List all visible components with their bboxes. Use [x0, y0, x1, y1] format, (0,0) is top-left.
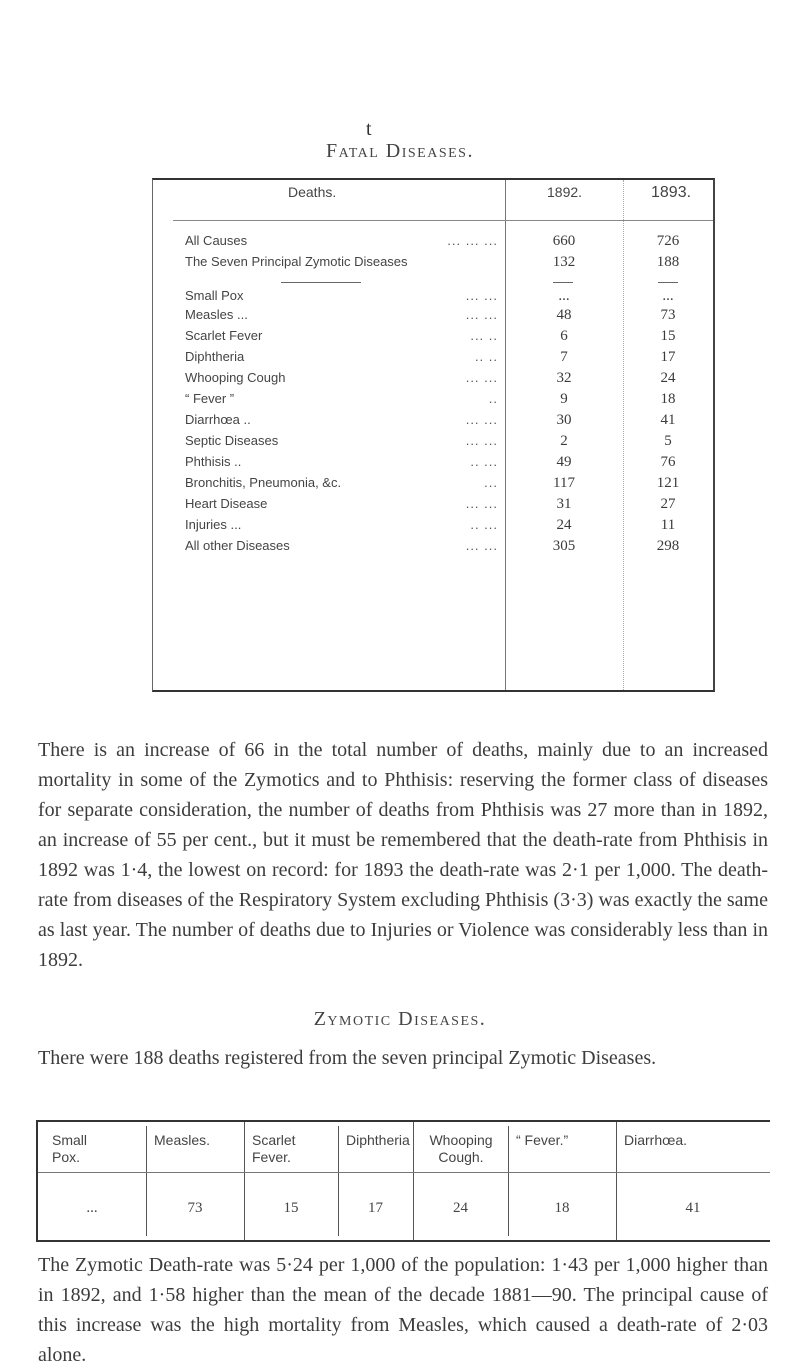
header-rule	[38, 1172, 146, 1173]
value-1893: 27	[660, 496, 676, 512]
row-label: Scarlet Fever	[185, 328, 263, 343]
row-label: All Causes	[185, 233, 248, 248]
table-row	[153, 307, 713, 328]
value-1892: 48	[556, 307, 572, 323]
value-1892: 305	[552, 538, 576, 554]
row-label: Diphtheria	[185, 349, 245, 364]
subtotal-rule	[553, 282, 573, 283]
value-1892: 32	[556, 370, 572, 386]
row-label: Small Pox	[185, 288, 244, 303]
leader-dots: .. ..	[474, 349, 498, 364]
zymotic-column-header: “ Fever.”	[516, 1132, 569, 1148]
row-label: Phthisis ..	[185, 454, 242, 469]
value-1893: 18	[660, 391, 676, 407]
zymotic-column-value: 15	[283, 1200, 299, 1216]
leader-dots: ... ...	[465, 370, 498, 385]
section-title-fatal-diseases: Fatal Diseases.	[326, 140, 474, 162]
fatal-diseases-table	[152, 178, 715, 692]
value-1892: 31	[556, 496, 572, 512]
table-row	[153, 288, 713, 309]
paragraph-zymotic-intro: There were 188 deaths registered from the seven principal Zymotic Diseases.	[38, 1047, 657, 1069]
zymotic-column-header: Measles.	[154, 1132, 211, 1148]
leader-dots: ... ...	[465, 538, 498, 553]
leader-dots: ... ...	[465, 433, 498, 448]
column-divider	[616, 1122, 617, 1240]
leader-dots: ... ... ...	[447, 233, 498, 248]
leader-dots: ... ...	[465, 412, 498, 427]
header-1893: 1893.	[651, 184, 692, 201]
zymotic-column	[616, 1122, 770, 1240]
leader-dots: ..	[488, 391, 498, 406]
header-rule	[244, 1172, 338, 1173]
value-1893: 726	[656, 233, 680, 249]
leader-dots: .. ...	[470, 454, 498, 469]
table-row	[153, 475, 713, 496]
zymotic-column	[413, 1122, 508, 1240]
value-1893: 11	[660, 517, 676, 533]
value-1892: ...	[558, 288, 570, 304]
zymotic-column-header: Diarrhœa.	[624, 1132, 688, 1148]
row-label: Septic Diseases	[185, 433, 279, 448]
row-label: Whooping Cough	[185, 370, 286, 385]
value-1892: 6	[560, 328, 568, 344]
value-1892: 7	[560, 349, 568, 365]
row-label: Diarrhœa ..	[185, 412, 251, 427]
value-1892: 49	[556, 454, 572, 470]
row-label: All other Diseases	[185, 538, 290, 553]
zymotic-column	[338, 1122, 413, 1240]
header-rule	[338, 1172, 413, 1173]
table-row	[153, 412, 713, 433]
table-row	[153, 496, 713, 517]
subtotal-rule	[281, 282, 361, 283]
page-mark: t	[366, 118, 372, 140]
value-1892: 24	[556, 517, 572, 533]
zymotic-column	[508, 1122, 616, 1240]
table-row	[153, 349, 713, 370]
header-rule	[508, 1172, 616, 1173]
value-1892: 117	[553, 475, 575, 491]
subtotal-rule	[658, 282, 678, 283]
value-1893: ...	[662, 288, 674, 304]
zymotic-column-value: 17	[368, 1200, 383, 1216]
leader-dots: ... ...	[465, 496, 498, 511]
leader-dots: .. ...	[470, 517, 498, 532]
value-1892: 132	[552, 254, 576, 270]
value-1892: 660	[552, 233, 576, 249]
header-rule	[173, 220, 713, 221]
table-row	[153, 391, 713, 412]
zymotic-column-value: 41	[685, 1200, 701, 1216]
header-rule	[146, 1172, 244, 1173]
header-deaths: Deaths.	[288, 184, 337, 200]
zymotic-column-header: Scarlet Fever.	[252, 1132, 296, 1165]
row-label: The Seven Principal Zymotic Diseases	[185, 254, 408, 269]
zymotic-column	[244, 1122, 338, 1240]
value-1893: 298	[656, 538, 680, 554]
zymotic-column-value: 24	[453, 1200, 468, 1216]
table-row	[153, 370, 713, 391]
header-1892: 1892.	[547, 184, 583, 200]
column-divider	[146, 1126, 147, 1236]
zymotic-column-value: 73	[187, 1200, 203, 1216]
value-1892: 9	[560, 391, 568, 407]
row-label: Measles ...	[185, 307, 248, 322]
row-label: Heart Disease	[185, 496, 268, 511]
value-1893: 41	[660, 412, 676, 428]
zymotic-column-header: Whooping Cough.	[429, 1132, 493, 1165]
header-rule	[616, 1172, 770, 1173]
zymotic-column-value: ...	[86, 1200, 98, 1216]
value-1893: 5	[664, 433, 672, 449]
column-divider	[338, 1126, 339, 1236]
leader-dots: ... ...	[465, 307, 498, 322]
zymotic-column-value: 18	[554, 1200, 570, 1216]
table-row	[153, 233, 713, 254]
value-1893: 121	[656, 475, 680, 491]
table-row	[153, 454, 713, 475]
value-1893: 188	[656, 254, 680, 270]
paragraph-zymotic-death-rate: The Zymotic Death-rate was 5·24 per 1,000 of the population: 1·43 per 1,000 higher than in 1892, and 1·58 higher than the mean of the decade 1881—90. The principal cause of this increase was the high mortality from Measles, which caused a death-rate of 2·03 alone.	[38, 1254, 768, 1366]
column-divider	[508, 1126, 509, 1236]
value-1892: 30	[556, 412, 572, 428]
zymotic-column	[38, 1122, 146, 1240]
table-row	[153, 328, 713, 349]
row-label: “ Fever ”	[185, 391, 235, 406]
value-1893: 15	[660, 328, 676, 344]
leader-dots: ...	[484, 475, 498, 490]
value-1893: 17	[660, 349, 676, 365]
zymotic-column	[146, 1122, 244, 1240]
zymotic-diseases-table	[36, 1120, 770, 1242]
value-1893: 73	[660, 307, 676, 323]
section-title-zymotic-diseases: Zymotic Diseases.	[313, 1008, 487, 1030]
column-divider	[244, 1122, 245, 1240]
row-label: Injuries ...	[185, 517, 242, 532]
table-row	[153, 538, 713, 559]
header-rule	[413, 1172, 508, 1173]
value-1893: 76	[660, 454, 676, 470]
table-row	[153, 254, 713, 275]
table-row	[153, 433, 713, 454]
zymotic-column-header: Small Pox.	[52, 1132, 88, 1165]
zymotic-column-header: Diphtheria	[346, 1132, 410, 1148]
leader-dots: ... ...	[465, 288, 498, 303]
table-row	[153, 517, 713, 538]
column-divider	[413, 1122, 414, 1240]
leader-dots: ... ..	[470, 328, 498, 343]
value-1892: 2	[560, 433, 568, 449]
value-1893: 24	[660, 370, 676, 386]
paragraph-deaths-increase: There is an increase of 66 in the total number of deaths, mainly due to an increased mortality in some of the Zymotics and to Phthisis: reserving the former class of diseases for separate consideration, the number of deaths from Phthisis was 27 more than in 1892, an increase of 55 per cent., but it must be remembered that the death-rate from Phthisis in 1892 was 1·4, the lowest on record: for 1893 the death-rate was 2·1 per 1,000. The death-rate from diseases of the Respiratory System excluding Phthisis (3·3) was exactly the same as last year. The number of deaths due to Injuries or Violence was considerably less than in 1892.	[38, 739, 768, 971]
row-label: Bronchitis, Pneumonia, &c.	[185, 475, 342, 490]
